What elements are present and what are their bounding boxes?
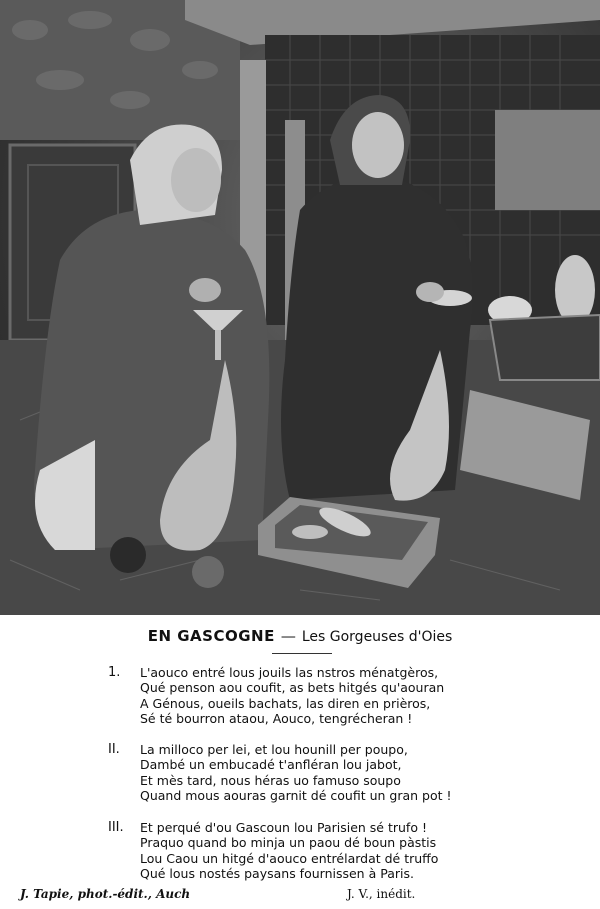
stanza: [108, 665, 538, 726]
verse-line: Sé té bourron ataou, Aouco, tengrécheran !: [140, 710, 413, 726]
verse-line: Quand mous aouras garnit dé coufit un gran pot !: [140, 787, 452, 803]
verse-line: Qué penson aou coufit, as bets hitgés qu'aouran: [140, 680, 445, 696]
verse-line: Lou Caou un hitgé d'aouco entrélardat dé truffo: [140, 850, 439, 866]
caption-area: [0, 615, 600, 909]
stanza-number: II.: [108, 742, 120, 757]
wooden-crate: [495, 110, 600, 210]
hand: [416, 282, 444, 302]
publisher-credit: J. Tapie, phot.-édit., Auch: [20, 887, 191, 901]
title-place: EN GASCOGNE: [147, 627, 275, 645]
postcard-title: [0, 627, 600, 645]
corn-cob: [292, 525, 328, 539]
verse-line: La milloco per lei, et lou hounill per poupo,: [140, 742, 408, 757]
face: [352, 112, 404, 178]
face: [171, 148, 221, 212]
stanza-number: 1.: [108, 665, 121, 680]
stanza-number: III.: [108, 820, 124, 835]
stanza: [108, 820, 538, 881]
basin: [490, 315, 600, 380]
verse-line: Qué lous nostés paysans fournissen à Paris.: [140, 865, 414, 881]
hand: [189, 278, 221, 302]
pot: [192, 556, 224, 588]
title-dash: —: [280, 627, 296, 645]
verse-line: Dambé un embucadé t'anfléran lou jabot,: [140, 757, 402, 773]
stanza: [108, 742, 538, 803]
title-rule: [272, 653, 332, 654]
title-subtitle: Les Gorgeuses d'Oies: [301, 629, 453, 645]
verse-line: Et perqué d'ou Gascoun lou Parisien sé trufo !: [140, 820, 427, 835]
verse-line: A Génous, oueils bachats, las diren en prièros,: [140, 695, 431, 711]
verse-line: Et mès tard, nous héras uo famuso soupo: [140, 772, 401, 788]
pot: [110, 537, 146, 573]
verse-line: Praquo quand bo minja un paou dé boun pàstis: [140, 835, 437, 851]
author-credit: J. V., inédit.: [347, 887, 416, 901]
verse-line: L'aouco entré lous jouils las nstros ménatgèros,: [140, 665, 439, 680]
